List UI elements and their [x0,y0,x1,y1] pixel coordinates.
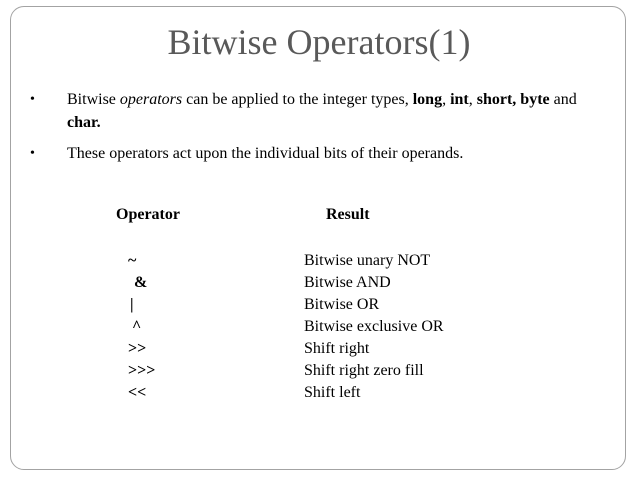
table-row [0,382,638,404]
table-row [0,360,638,382]
slide-title: Bitwise Operators(1) [167,22,471,62]
operator-result: Bitwise OR [304,296,380,313]
operator-symbol: | [130,296,134,313]
table-header-result: Result [326,206,370,223]
bullet-text-part: and [549,91,577,108]
bullet-text-part: long [412,91,443,108]
operator-result: Bitwise unary NOT [304,252,431,269]
bullet-item [30,88,590,134]
bullet-text-part: byte [520,91,550,108]
operator-symbol: & [134,274,148,291]
bullet-list [30,88,590,173]
operator-symbol: << [128,384,147,401]
operator-result: Bitwise AND [304,274,391,291]
bullet-text-part: short, [476,91,517,108]
bullet-text-part: can be applied to the integer types, [182,91,413,108]
table-row [0,316,638,338]
bullet-dot-icon: • [30,92,35,107]
operator-result: Shift right zero fill [304,362,424,379]
operator-symbol: ^ [132,318,142,335]
bullet-text-part: , [442,91,451,108]
bullet-dot-icon: • [30,146,35,161]
operator-table [0,250,638,404]
bullet-item [30,142,590,165]
operator-result: Bitwise exclusive OR [304,318,444,335]
operator-symbol: >>> [128,362,156,379]
bullet-text-part: operators [119,91,183,108]
operator-result: Shift right [304,340,370,357]
table-header-operator: Operator [116,206,180,223]
table-row [0,338,638,360]
table-row [0,294,638,316]
table-row [0,272,638,294]
operator-symbol: ~ [128,252,137,269]
bullet-text-part: char. [67,114,101,131]
bullet-text-part: , [468,91,477,108]
operator-result: Shift left [304,384,361,401]
bullet-text-part: These operators act upon the individual bits of their operands. [67,145,464,162]
bullet-text-part: Bitwise [67,91,120,108]
table-row [0,250,638,272]
operator-symbol: >> [128,340,147,357]
bullet-text-part: int [450,91,469,108]
